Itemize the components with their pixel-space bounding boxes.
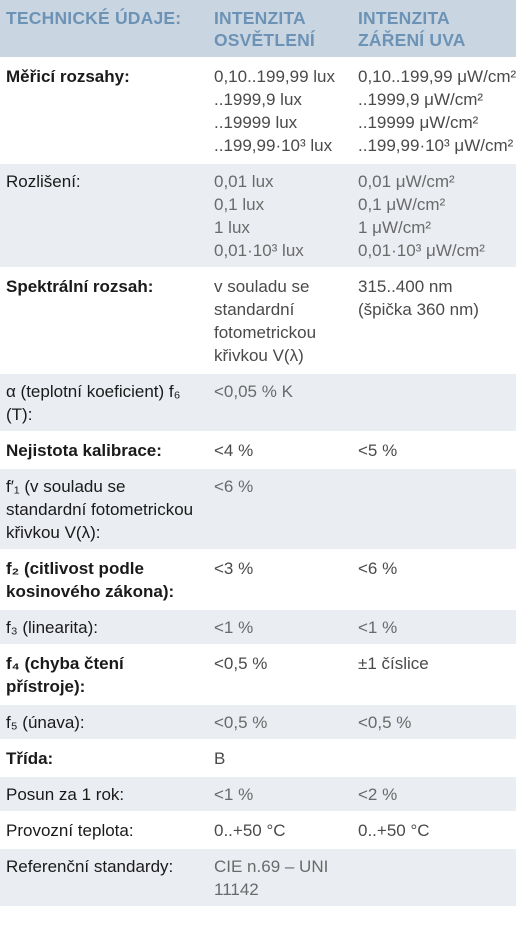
- uva-value: [352, 740, 516, 776]
- value-line: CIE n.69 – UNI 11142: [214, 857, 329, 899]
- illuminance-value: [208, 268, 352, 373]
- table-row: [0, 373, 516, 432]
- value-line: 1 lux: [214, 218, 250, 237]
- header-uva-irradiance: [352, 0, 516, 58]
- table-row: [0, 609, 516, 645]
- value-line: <0,5 %: [358, 713, 412, 732]
- value-line: ..1999,9 μW/cm²: [358, 90, 484, 109]
- uva-value: [352, 468, 516, 550]
- table-row: [0, 812, 516, 848]
- row-label: Třída:: [0, 740, 208, 776]
- illuminance-value: [208, 776, 352, 812]
- table-body: [0, 58, 516, 907]
- illuminance-value: [208, 163, 352, 268]
- header-line: ZÁŘENÍ UVA: [358, 30, 466, 50]
- header-technical-data: [0, 0, 208, 58]
- value-line: <2 %: [358, 785, 398, 804]
- value-line: 0,1 lux: [214, 195, 265, 214]
- table-row: [0, 163, 516, 268]
- header-row: [0, 0, 516, 58]
- row-label: Nejistota kalibrace:: [0, 432, 208, 468]
- uva-value: [352, 163, 516, 268]
- table-header: [0, 0, 516, 58]
- table-row: [0, 704, 516, 740]
- table-row: [0, 776, 516, 812]
- value-line: B: [214, 749, 226, 768]
- value-line: ..19999 lux: [214, 113, 298, 132]
- table-row: [0, 468, 516, 550]
- table-row: [0, 268, 516, 373]
- row-label: f′₁ (v souladu se standardní fotometrickou křivkou V(λ):: [0, 468, 208, 550]
- table-row: [0, 550, 516, 609]
- illuminance-value: [208, 58, 352, 163]
- value-line: standardní: [214, 300, 295, 319]
- value-line: (špička 360 nm): [358, 300, 479, 319]
- row-label: Měřicí rozsahy:: [0, 58, 208, 163]
- value-line: 0,1 μW/cm²: [358, 195, 446, 214]
- value-line: ..19999 μW/cm²: [358, 113, 479, 132]
- value-line: 0..+50 °C: [214, 821, 286, 840]
- row-label: Posun za 1 rok:: [0, 776, 208, 812]
- header-label: TECHNICKÉ ÚDAJE:: [6, 8, 182, 28]
- table-row: [0, 432, 516, 468]
- header-line: INTENZITA: [214, 8, 306, 28]
- row-label: f₅ (únava):: [0, 704, 208, 740]
- value-line: 0..+50 °C: [358, 821, 430, 840]
- uva-value: [352, 432, 516, 468]
- table-row: [0, 645, 516, 704]
- row-label: α (teplotní koeficient) f₆ (T):: [0, 373, 208, 432]
- value-line: 0,01·10³ lux: [214, 241, 304, 260]
- value-line: <5 %: [358, 441, 398, 460]
- table-row: [0, 848, 516, 907]
- value-line: křivkou V(λ): [214, 346, 304, 365]
- table-row: [0, 740, 516, 776]
- value-line: fotometrickou: [214, 323, 317, 342]
- value-line: <6 %: [214, 477, 254, 496]
- value-line: <1 %: [214, 618, 254, 637]
- row-label: Provozní teplota:: [0, 812, 208, 848]
- value-line: ..199,99·10³ μW/cm²: [358, 136, 514, 155]
- value-line: 0,01 μW/cm²: [358, 172, 455, 191]
- value-line: 0,01 lux: [214, 172, 274, 191]
- illuminance-value: [208, 812, 352, 848]
- uva-value: [352, 776, 516, 812]
- illuminance-value: [208, 740, 352, 776]
- value-line: 315..400 nm: [358, 277, 453, 296]
- uva-value: [352, 645, 516, 704]
- header-line: INTENZITA: [358, 8, 450, 28]
- uva-value: [352, 268, 516, 373]
- value-line: <0,5 %: [214, 713, 268, 732]
- value-line: <1 %: [358, 618, 398, 637]
- uva-value: [352, 812, 516, 848]
- value-line: <3 %: [214, 559, 254, 578]
- row-label: Referenční standardy:: [0, 848, 208, 907]
- value-line: ±1 číslice: [358, 654, 429, 673]
- uva-value: [352, 550, 516, 609]
- value-line: <1 %: [214, 785, 254, 804]
- table-row: [0, 58, 516, 163]
- value-line: <0,05 % K: [214, 382, 293, 401]
- illuminance-value: [208, 468, 352, 550]
- row-label: f₃ (linearita):: [0, 609, 208, 645]
- row-label: Rozlišení:: [0, 163, 208, 268]
- value-line: 1 μW/cm²: [358, 218, 432, 237]
- uva-value: [352, 373, 516, 432]
- value-line: <0,5 %: [214, 654, 268, 673]
- value-line: 0,01·10³ μW/cm²: [358, 241, 485, 260]
- uva-value: [352, 704, 516, 740]
- header-illuminance: [208, 0, 352, 58]
- value-line: 0,10..199,99 lux: [214, 67, 335, 86]
- value-line: <6 %: [358, 559, 398, 578]
- illuminance-value: [208, 550, 352, 609]
- row-label: f₄ (chyba čtení přístroje):: [0, 645, 208, 704]
- header-line: OSVĚTLENÍ: [214, 30, 315, 50]
- illuminance-value: [208, 609, 352, 645]
- illuminance-value: [208, 848, 352, 907]
- illuminance-value: [208, 704, 352, 740]
- value-line: 0,10..199,99 μW/cm²: [358, 67, 516, 86]
- row-label: Spektrální rozsah:: [0, 268, 208, 373]
- uva-value: [352, 609, 516, 645]
- value-line: <4 %: [214, 441, 254, 460]
- illuminance-value: [208, 432, 352, 468]
- illuminance-value: [208, 645, 352, 704]
- row-label: f₂ (citlivost podle kosinového zákona):: [0, 550, 208, 609]
- illuminance-value: [208, 373, 352, 432]
- uva-value: [352, 848, 516, 907]
- value-line: ..199,99·10³ lux: [214, 136, 333, 155]
- uva-value: [352, 58, 516, 163]
- value-line: v souladu se: [214, 277, 310, 296]
- value-line: ..1999,9 lux: [214, 90, 302, 109]
